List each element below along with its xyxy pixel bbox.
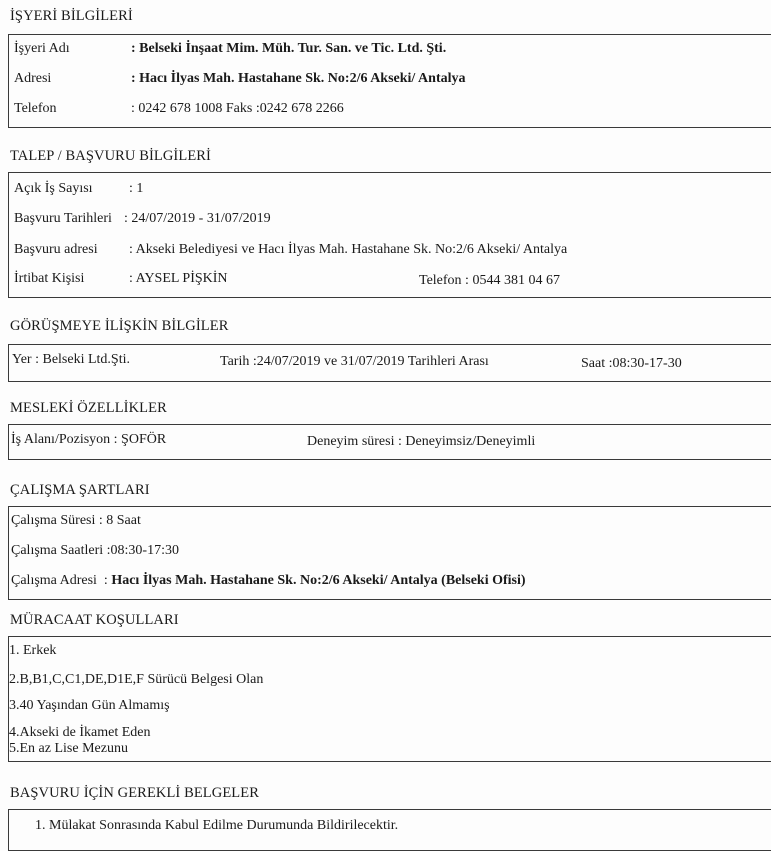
calisma-adres-label: Çalışma Adresi : [11, 573, 112, 588]
gorusme-saat: Saat :08:30-17-30 [581, 356, 682, 371]
section-title-talep: TALEP / BAŞVURU BİLGİLERİ [10, 148, 211, 164]
isyeri-adres-value: : Hacı İlyas Mah. Hastahane Sk. No:2/6 Akseki/ Antalya [131, 71, 466, 86]
gorusme-box [8, 344, 771, 382]
isyeri-ad-value: : Belseki İnşaat Mim. Müh. Tur. San. ve Tic. Ltd. Şti. [131, 41, 447, 56]
calisma-box [8, 506, 771, 600]
mesleki-pozisyon: İş Alanı/Pozisyon : ŞOFÖR [11, 432, 167, 447]
section-title-mesleki: MESLEKİ ÖZELLİKLER [10, 400, 167, 416]
basvuru-adres-label: Başvuru adresi [14, 242, 98, 257]
section-title-isyeri: İŞYERİ BİLGİLERİ [10, 8, 133, 24]
isyeri-adres-label: Adresi [14, 71, 52, 86]
muracaat-item: 1. Erkek [9, 643, 57, 658]
section-title-belgeler: BAŞVURU İÇİN GEREKLİ BELGELER [10, 785, 259, 801]
basvuru-tarih-label: Başvuru Tarihleri [14, 211, 112, 226]
talep-box [8, 172, 771, 298]
irtibat-value: : AYSEL PİŞKİN [129, 271, 228, 286]
muracaat-item: 5.En az Lise Mezunu [9, 741, 128, 756]
calisma-sure: Çalışma Süresi : 8 Saat [11, 513, 141, 528]
section-title-gorusme: GÖRÜŞMEYE İLİŞKİN BİLGİLER [10, 318, 229, 334]
gorusme-yer: Yer : Belseki Ltd.Şti. [12, 352, 130, 367]
mesleki-box [8, 424, 771, 460]
basvuru-adres-value: : Akseki Belediyesi ve Hacı İlyas Mah. Hastahane Sk. No:2/6 Akseki/ Antalya [129, 242, 568, 257]
gorusme-tarih: Tarih :24/07/2019 ve 31/07/2019 Tarihleri Arası [220, 354, 489, 369]
section-title-calisma: ÇALIŞMA ŞARTLARI [10, 482, 150, 498]
isyeri-box [8, 34, 771, 128]
acik-is-label: Açık İş Sayısı [14, 181, 93, 196]
calisma-saatler: Çalışma Saatleri :08:30-17:30 [11, 543, 179, 558]
muracaat-item: 4.Akseki de İkamet Eden [9, 725, 151, 740]
basvuru-tarih-value: : 24/07/2019 - 31/07/2019 [124, 211, 271, 226]
isyeri-telefon-value: : 0242 678 1008 Faks :0242 678 2266 [131, 101, 344, 116]
muracaat-item: 3.40 Yaşından Gün Almamış [9, 698, 170, 713]
muracaat-item: 2.B,B1,C,C1,DE,D1E,F Sürücü Belgesi Olan [9, 672, 264, 687]
section-title-muracaat: MÜRACAAT KOŞULLARI [10, 612, 179, 628]
isyeri-telefon-label: Telefon [14, 101, 57, 116]
calisma-adres-value: Hacı İlyas Mah. Hastahane Sk. No:2/6 Akseki/ Antalya (Belseki Ofisi) [111, 573, 526, 588]
mesleki-deneyim: Deneyim süresi : Deneyimsiz/Deneyimli [307, 434, 536, 449]
belgeler-item: 1. Mülakat Sonrasında Kabul Edilme Durumunda Bildirilecektir. [35, 818, 399, 833]
muracaat-box [8, 636, 771, 762]
belgeler-box [8, 809, 771, 851]
irtibat-label: İrtibat Kişisi [14, 271, 85, 286]
isyeri-ad-label: İşyeri Adı [14, 41, 70, 56]
calisma-adres [11, 573, 526, 589]
irtibat-telefon: Telefon : 0544 381 04 67 [419, 273, 560, 288]
acik-is-value: : 1 [129, 181, 144, 196]
